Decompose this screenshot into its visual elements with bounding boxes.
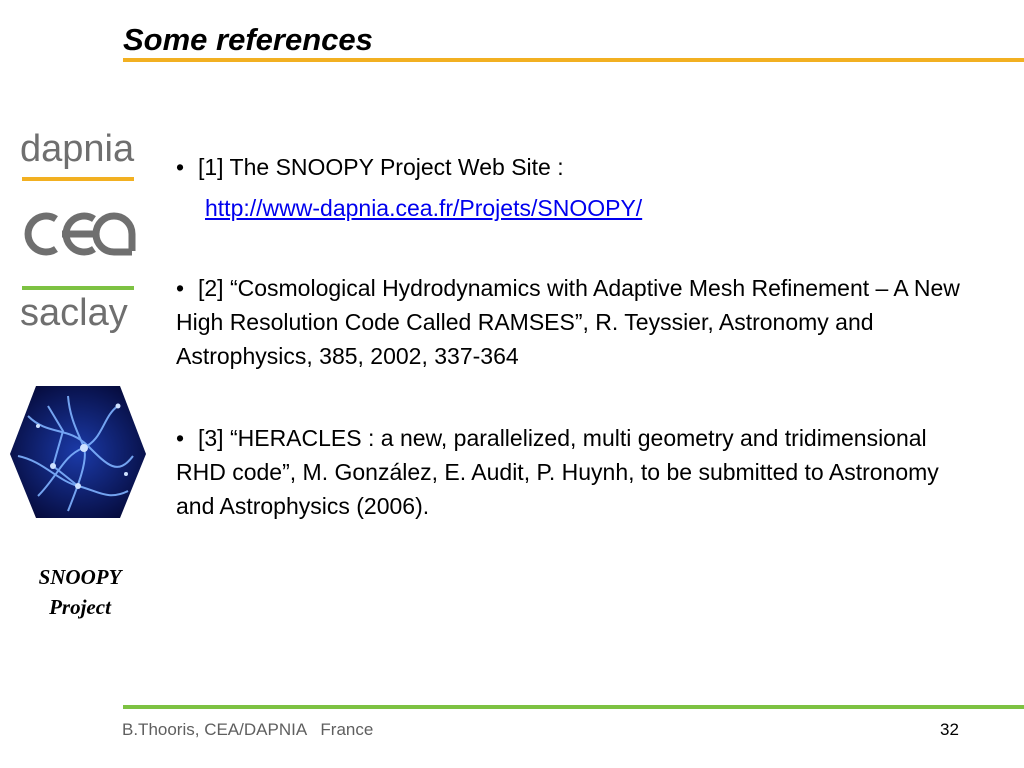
reference-item	[176, 271, 976, 373]
reference-text: [2] “Cosmological Hydrodynamics with Adaptive Mesh Refinement – A New High Resolution Code Called RAMSES”, R. Teyssier, Astronomy and Astrophysics, 385, 2002, 337-364	[176, 275, 960, 369]
image-caption	[20, 562, 140, 622]
bullet: •	[176, 275, 185, 301]
caption-line-2: Project	[49, 595, 111, 619]
cea-logo	[20, 205, 136, 261]
slide-title: Some references	[123, 22, 373, 57]
dapnia-logo-rule	[22, 177, 134, 181]
saclay-logo-rule	[22, 286, 134, 290]
caption-line-1: SNOOPY	[38, 565, 122, 589]
snoopy-website-link[interactable]: http://www-dapnia.cea.fr/Projets/SNOOPY/	[205, 195, 643, 221]
dapnia-logo: dapnia	[20, 128, 135, 170]
reference-text: [3] “HERACLES : a new, parallelized, multi geometry and tridimensional RHD code”, M. González, E. Audit, P. Huynh, to be submitted to Astronomy and Astrophysics (2006).	[176, 425, 939, 519]
reference-text: [1] The SNOOPY Project Web Site :	[198, 154, 564, 180]
snoopy-simulation-image	[8, 386, 148, 520]
reference-item	[176, 150, 976, 221]
references-list	[176, 150, 976, 519]
saclay-logo: saclay	[20, 292, 128, 334]
page-number: 32	[940, 720, 959, 739]
bullet: •	[176, 425, 185, 451]
title-divider	[123, 58, 1024, 62]
footer-divider	[123, 705, 1024, 709]
bullet: •	[176, 154, 185, 180]
footer-author: B.Thooris, CEA/DAPNIA France	[122, 720, 374, 739]
reference-item	[176, 421, 976, 523]
